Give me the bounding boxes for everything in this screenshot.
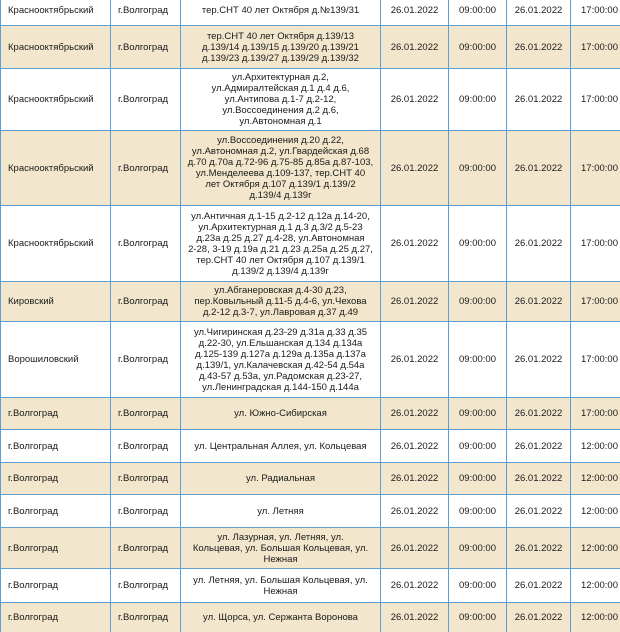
- city-cell: г.Волгоград: [111, 206, 181, 282]
- start-time-cell: 09:00:00: [449, 26, 507, 69]
- city-cell: г.Волгоград: [111, 495, 181, 528]
- end-date-cell: 26.01.2022: [507, 322, 571, 398]
- start-date-cell: 26.01.2022: [381, 495, 449, 528]
- table-row: [1, 430, 620, 463]
- start-time-cell: 09:00:00: [449, 398, 507, 430]
- start-time-cell: 09:00:00: [449, 0, 507, 26]
- city-cell: г.Волгоград: [111, 131, 181, 206]
- city-cell: г.Волгоград: [111, 463, 181, 495]
- end-time-cell: 17:00:00: [571, 69, 620, 131]
- end-time-cell: 12:00:00: [571, 603, 620, 632]
- address-cell: ул. Щорса, ул. Сержанта Воронова: [181, 603, 381, 632]
- address-cell: ул.Абганеровская д.4-30 д.23, пер.Ковыльный д.11-5 д.4-6, ул.Чехова д.2-12 д.3-7, ул.Лавровая д.37 д.49: [181, 282, 381, 322]
- address-cell: ул.Чигиринская д.23-29 д.31а д.33 д.35 д.22-30, ул.Ельшанская д.134 д.134а д.125-139 д.127а д.129а д.135а д.137а д.139/1, ул.Калачевская д.42-54 д.54а д.43-57 д.53а, ул.Радомская д.23-27, ул.Ленинградская д.144-150 д.144а: [181, 322, 381, 398]
- address-cell: тер.СНТ 40 лет Октября д.139/13 д.139/14 д.139/15 д.139/20 д.139/21 д.139/23 д.139/27 д.139/29 д.139/32: [181, 26, 381, 69]
- district-cell: г.Волгоград: [1, 495, 111, 528]
- address-cell: ул. Южно-Сибирская: [181, 398, 381, 430]
- city-cell: г.Волгоград: [111, 322, 181, 398]
- start-date-cell: 26.01.2022: [381, 528, 449, 569]
- end-date-cell: 26.01.2022: [507, 206, 571, 282]
- table-row: [1, 206, 620, 282]
- table-row: [1, 528, 620, 569]
- table-row: [1, 282, 620, 322]
- start-time-cell: 09:00:00: [449, 603, 507, 632]
- city-cell: г.Волгоград: [111, 528, 181, 569]
- end-time-cell: 12:00:00: [571, 495, 620, 528]
- table-row: [1, 495, 620, 528]
- start-time-cell: 09:00:00: [449, 528, 507, 569]
- start-date-cell: 26.01.2022: [381, 463, 449, 495]
- start-date-cell: 26.01.2022: [381, 69, 449, 131]
- start-time-cell: 09:00:00: [449, 569, 507, 603]
- address-cell: ул.Воссоединения д.20 д.22, ул.Автономная д.2, ул.Гвардейская д.68 д.70 д.70а д.72-96 д.75-85 д.85а д.87-103, ул.Менделеева д.109-137, тер.СНТ 40 лет Октября д.107 д.139/1 д.139/2 д.139/4 д.139г: [181, 131, 381, 206]
- table-row: [1, 131, 620, 206]
- table-row: [1, 463, 620, 495]
- end-time-cell: 17:00:00: [571, 322, 620, 398]
- start-date-cell: 26.01.2022: [381, 0, 449, 26]
- start-date-cell: 26.01.2022: [381, 322, 449, 398]
- end-date-cell: 26.01.2022: [507, 430, 571, 463]
- district-cell: г.Волгоград: [1, 463, 111, 495]
- start-time-cell: 09:00:00: [449, 131, 507, 206]
- start-time-cell: 09:00:00: [449, 206, 507, 282]
- city-cell: г.Волгоград: [111, 398, 181, 430]
- city-cell: г.Волгоград: [111, 569, 181, 603]
- district-cell: г.Волгоград: [1, 603, 111, 632]
- district-cell: Краснооктябрьский: [1, 26, 111, 69]
- end-time-cell: 17:00:00: [571, 26, 620, 69]
- start-date-cell: 26.01.2022: [381, 603, 449, 632]
- start-time-cell: 09:00:00: [449, 495, 507, 528]
- end-time-cell: 12:00:00: [571, 569, 620, 603]
- table-row: [1, 603, 620, 632]
- district-cell: г.Волгоград: [1, 398, 111, 430]
- end-time-cell: 17:00:00: [571, 282, 620, 322]
- start-time-cell: 09:00:00: [449, 430, 507, 463]
- start-date-cell: 26.01.2022: [381, 206, 449, 282]
- district-cell: Краснооктябрьский: [1, 206, 111, 282]
- district-cell: г.Волгоград: [1, 569, 111, 603]
- city-cell: г.Волгоград: [111, 603, 181, 632]
- start-date-cell: 26.01.2022: [381, 398, 449, 430]
- start-time-cell: 09:00:00: [449, 69, 507, 131]
- end-date-cell: 26.01.2022: [507, 528, 571, 569]
- start-time-cell: 09:00:00: [449, 463, 507, 495]
- end-time-cell: 17:00:00: [571, 206, 620, 282]
- table-row: [1, 0, 620, 26]
- end-time-cell: 12:00:00: [571, 528, 620, 569]
- table-row: [1, 26, 620, 69]
- district-cell: Краснооктябрьский: [1, 131, 111, 206]
- table-row: [1, 569, 620, 603]
- end-date-cell: 26.01.2022: [507, 603, 571, 632]
- address-cell: ул. Летняя, ул. Большая Кольцевая, ул. Нежная: [181, 569, 381, 603]
- end-date-cell: 26.01.2022: [507, 0, 571, 26]
- address-cell: ул. Лазурная, ул. Летняя, ул. Кольцевая, ул. Большая Кольцевая, ул. Нежная: [181, 528, 381, 569]
- start-time-cell: 09:00:00: [449, 322, 507, 398]
- city-cell: г.Волгоград: [111, 0, 181, 26]
- end-date-cell: 26.01.2022: [507, 569, 571, 603]
- table-body: [1, 0, 620, 632]
- district-cell: г.Волгоград: [1, 528, 111, 569]
- address-cell: ул.Архитектурная д.2, ул.Адмиралтейская д.1 д.4 д.6, ул.Антипова д.1-7 д.2-12, ул.Воссоединения д.2 д.6, ул.Автономная д.1: [181, 69, 381, 131]
- district-cell: г.Волгоград: [1, 430, 111, 463]
- address-cell: ул. Радиальная: [181, 463, 381, 495]
- start-date-cell: 26.01.2022: [381, 282, 449, 322]
- district-cell: Краснооктябрьский: [1, 69, 111, 131]
- district-cell: Краснооктябрьский: [1, 0, 111, 26]
- district-cell: Кировский: [1, 282, 111, 322]
- end-date-cell: 26.01.2022: [507, 463, 571, 495]
- end-time-cell: 17:00:00: [571, 131, 620, 206]
- table-row: [1, 398, 620, 430]
- end-date-cell: 26.01.2022: [507, 26, 571, 69]
- end-date-cell: 26.01.2022: [507, 131, 571, 206]
- start-date-cell: 26.01.2022: [381, 569, 449, 603]
- end-date-cell: 26.01.2022: [507, 495, 571, 528]
- table-row: [1, 69, 620, 131]
- end-time-cell: 12:00:00: [571, 430, 620, 463]
- start-date-cell: 26.01.2022: [381, 430, 449, 463]
- end-time-cell: 17:00:00: [571, 398, 620, 430]
- city-cell: г.Волгоград: [111, 69, 181, 131]
- table-row: [1, 322, 620, 398]
- start-date-cell: 26.01.2022: [381, 26, 449, 69]
- district-cell: Ворошиловский: [1, 322, 111, 398]
- address-cell: ул.Античная д.1-15 д.2-12 д.12а д.14-20, ул.Архитектурная д.1 д.3 д.3/2 д.5-23 д.23а д.25 д.27 д.4-28, ул.Автономная 2-28, 3-19 д.19а д.21 д.23 д.25а д.25 д.27, тер.СНТ 40 лет Октября д.107 д.139/1 д.139/2 д.139/4 д.139г: [181, 206, 381, 282]
- end-date-cell: 26.01.2022: [507, 398, 571, 430]
- start-date-cell: 26.01.2022: [381, 131, 449, 206]
- address-cell: ул. Летняя: [181, 495, 381, 528]
- end-time-cell: 17:00:00: [571, 0, 620, 26]
- city-cell: г.Волгоград: [111, 26, 181, 69]
- city-cell: г.Волгоград: [111, 282, 181, 322]
- address-cell: ул. Центральная Аллея, ул. Кольцевая: [181, 430, 381, 463]
- start-time-cell: 09:00:00: [449, 282, 507, 322]
- end-time-cell: 12:00:00: [571, 463, 620, 495]
- address-cell: тер.СНТ 40 лет Октября д.№139/31: [181, 0, 381, 26]
- end-date-cell: 26.01.2022: [507, 69, 571, 131]
- city-cell: г.Волгоград: [111, 430, 181, 463]
- end-date-cell: 26.01.2022: [507, 282, 571, 322]
